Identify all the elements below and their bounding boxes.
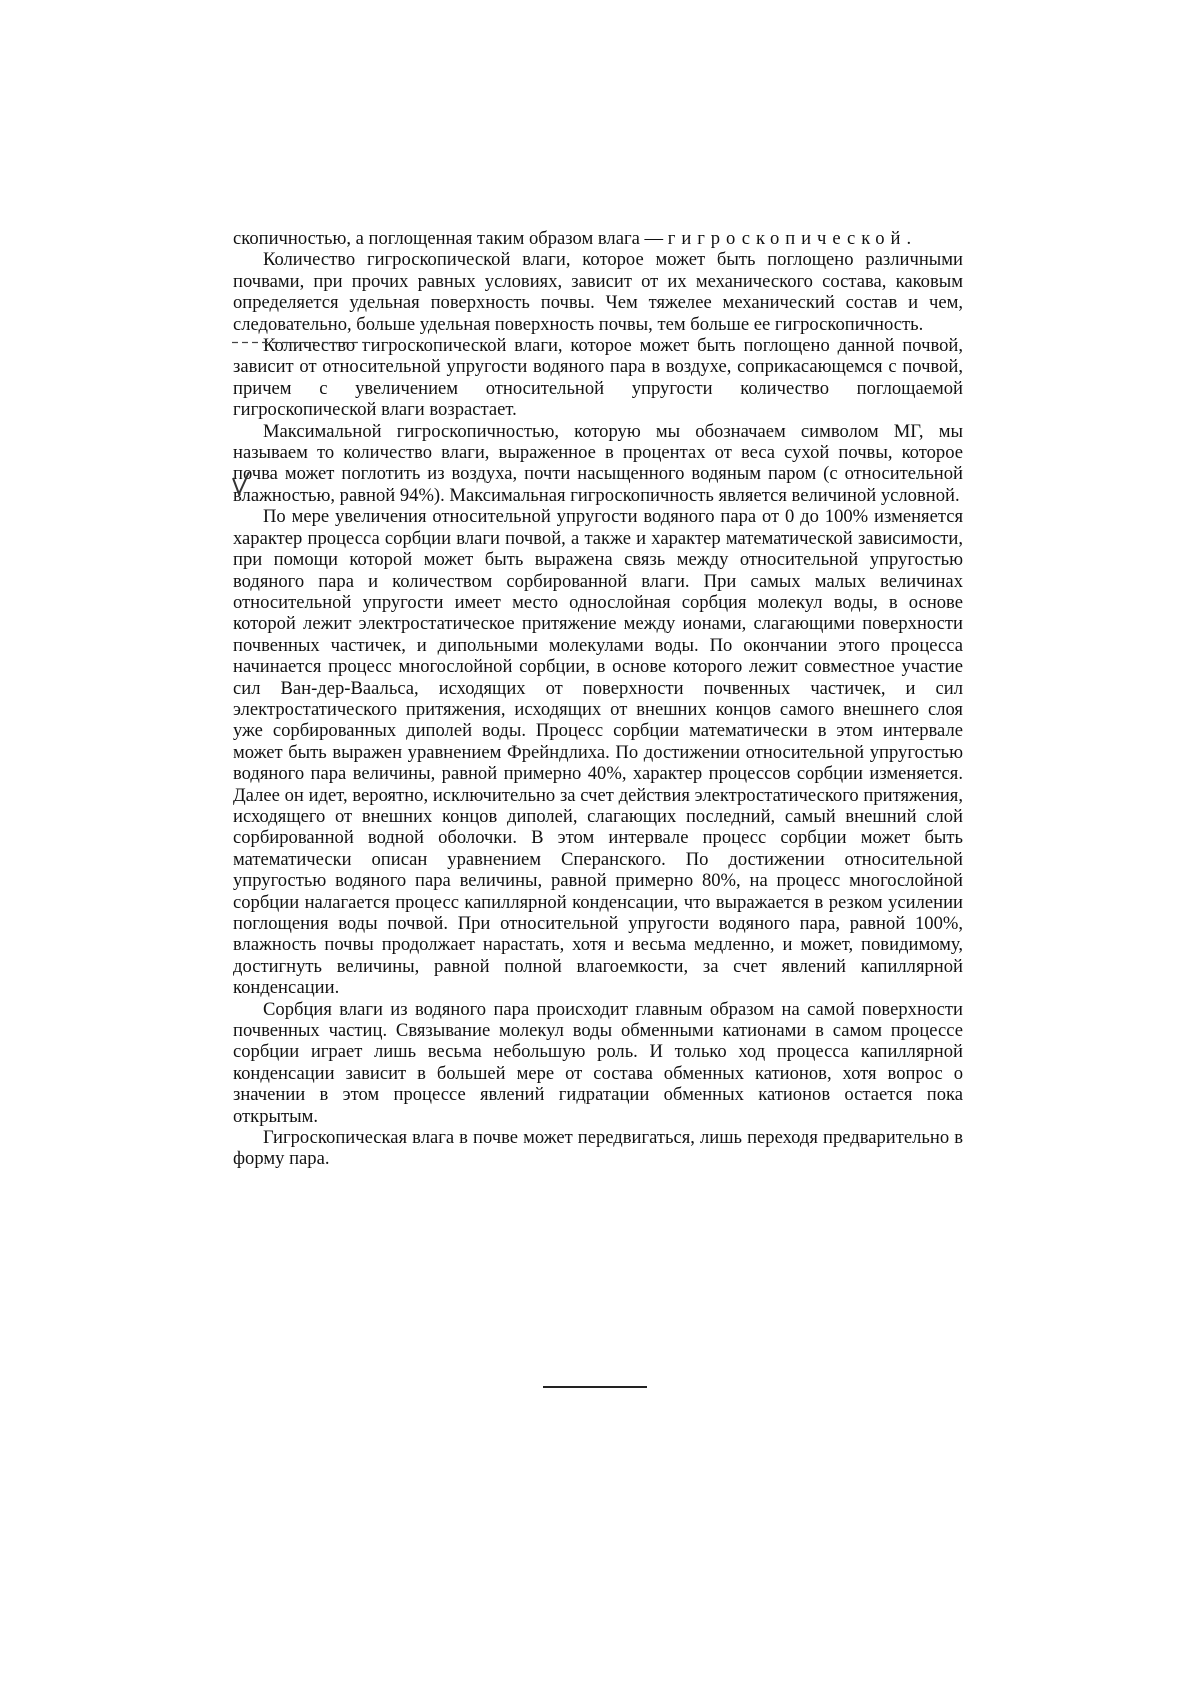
paragraph-7-text: Гигроскопическая влага в почве может передвигаться, лишь переходя предварительно в форму пара. (233, 1127, 963, 1170)
body-text (233, 228, 963, 1170)
paragraph-2 (233, 249, 963, 335)
handwritten-underline (232, 341, 367, 344)
paragraph-2-text: Количество гигроскопической влаги, которое может быть поглощено различными почвами, при прочих равных условиях, зависит от их механического состава, каковым определяется удельная поверхность почвы. Чем тяжелее механический состав и чем, следовательно, больше удельная поверхность почвы, тем больше ее гигроскопичность. (233, 249, 963, 335)
paragraph-4 (233, 421, 963, 507)
paragraph-1-end: . (906, 228, 912, 249)
paragraph-6 (233, 999, 963, 1127)
paragraph-4-text: Максимальной гигроскопичностью, которую мы обозначаем символом МГ, мы называем то количество влаги, выраженное в процентах от веса сухой почвы, которое почва может поглотить из воздуха, почти насыщенного водяным паром (с относительной влажностью, равной 94%). Максимальная гигроскопичность является величиной условной. (233, 420, 963, 506)
paragraph-7 (233, 1127, 963, 1170)
paragraph-5 (233, 506, 963, 998)
paragraph-1 (233, 228, 963, 249)
paragraph-5-text: По мере увеличения относительной упругости водяного пара от 0 до 100% изменяется характер процесса сорбции влаги почвой, а также и характер математической зависимости, при помощи которой может быть выражена связь между относительной упругостью водяного пара и количеством сорбированной влаги. При самых малых величинах относительной упругости имеет место однослойная сорбция молекул воды, в основе которой лежит электростатическое притяжение между ионами, слагающими поверхности почвенных частичек, и дипольными молекулами воды. По окончании этого процесса начинается процесс многослойной сорбции, в основе которого лежит совместное участие сил Ван-дер-Ваальса, исходящих от поверхности почвенных частичек, и сил электростатического притяжения, исходящих от внешних концов самого внешнего слоя уже сорбированных диполей воды. Процесс сорбции математически в этом интервале может быть выражен уравнением Фрейндлиха. По достижении относительной упругостью водяного пара величины, равной примерно 40%, характер процессов сорбции изменяется. Далее он идет, вероятно, исключительно за счет действия электростатического притяжения, исходящего от внешних концов диполей, слагающих последний, самый внешний слой сорбированной водной оболочки. В этом интервале процесс сорбции может быть математически описан уравнением Сперанского. По достижении относительной упругостью водяного пара величины, равной примерно 80%, на процесс многослойной сорбции налагается процесс капиллярной конденсации, что выражается в резком усилении поглощения воды почвой. При относительной упругости водяного пара, равной 100%, влажность почвы продолжает нарастать, хотя и весьма медленно, и может, повидимому, достигнуть величины, равной полной влагоемкости, за счет явлений капиллярной конденсации. (233, 506, 963, 999)
paragraph-1-text: скопичностью, а поглощенная таким образом влага — (233, 228, 668, 249)
section-end-rule (543, 1386, 647, 1388)
term-spaced: гигроскопической (667, 228, 907, 249)
handwritten-check-mark (231, 470, 251, 496)
paragraph-6-text: Сорбция влаги из водяного пара происходит главным образом на самой поверхности почвенных частиц. Связывание молекул воды обменными катионами в самом процессе сорбции играет лишь весьма небольшую роль. И только ход процесса капиллярной конденсации зависит в большей мере от состава обменных катионов, хотя вопрос о значении в этом процессе явлений гидратации обменных катионов остается пока открытым. (233, 998, 963, 1127)
paragraph-3 (233, 335, 963, 421)
paragraph-3-text: Количество гигроскопической влаги, которое может быть поглощено данной почвой, зависит от относительной упругости водяного пара в воздухе, соприкасающемся с почвой, причем с увеличением относительной упругости количество поглощаемой гигроскопической влаги возрастает. (233, 335, 963, 421)
